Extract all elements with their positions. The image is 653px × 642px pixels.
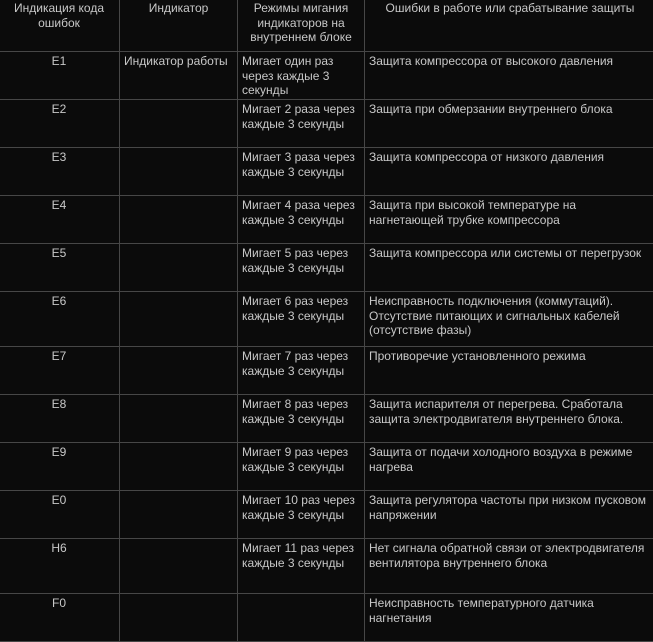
cell-mode: Мигает 10 раз через каждые 3 секунды bbox=[238, 491, 365, 539]
cell-description: Нет сигнала обратной связи от электродвигателя вентилятора внутреннего блока bbox=[365, 539, 653, 594]
cell-mode: Мигает 6 раз через каждые 3 секунды bbox=[238, 292, 365, 347]
table-row bbox=[0, 148, 653, 196]
cell-mode: Мигает 3 раза через каждые 3 секунды bbox=[238, 148, 365, 196]
cell-description: Защита при высокой температуре на нагнетающей трубке компрессора bbox=[365, 196, 653, 244]
cell-mode: Мигает 9 раз через каждые 3 секунды bbox=[238, 443, 365, 491]
cell-code: E1 bbox=[0, 52, 120, 100]
table-row bbox=[0, 347, 653, 395]
cell-code: E7 bbox=[0, 347, 120, 395]
cell-code: E4 bbox=[0, 196, 120, 244]
cell-mode: Мигает один раз через каждые 3 секунды bbox=[238, 52, 365, 100]
table-row bbox=[0, 395, 653, 443]
header-indicator: Индикатор bbox=[120, 0, 238, 52]
cell-indicator bbox=[120, 292, 238, 347]
header-mode: Режимы мигания индикаторов на внутреннем блоке bbox=[238, 0, 365, 52]
cell-indicator bbox=[120, 491, 238, 539]
cell-description: Защита регулятора частоты при низком пусковом напряжении bbox=[365, 491, 653, 539]
cell-description: Защита компрессора от низкого давления bbox=[365, 148, 653, 196]
cell-indicator: Индикатор работы bbox=[120, 52, 238, 100]
table-row bbox=[0, 539, 653, 594]
cell-mode: Мигает 7 раз через каждые 3 секунды bbox=[238, 347, 365, 395]
cell-description: Защита при обмерзании внутреннего блока bbox=[365, 100, 653, 148]
table-row bbox=[0, 594, 653, 642]
cell-indicator bbox=[120, 148, 238, 196]
cell-code: H6 bbox=[0, 539, 120, 594]
cell-indicator bbox=[120, 347, 238, 395]
cell-code: E6 bbox=[0, 292, 120, 347]
header-description: Ошибки в работе или срабатывание защиты bbox=[365, 0, 653, 52]
cell-code: E2 bbox=[0, 100, 120, 148]
cell-description: Неисправность подключения (коммутаций). Отсутствие питающих и сигнальных кабелей (отсутствие фазы) bbox=[365, 292, 653, 347]
table-row bbox=[0, 52, 653, 100]
cell-indicator bbox=[120, 244, 238, 292]
cell-description: Противоречие установленного режима bbox=[365, 347, 653, 395]
cell-code: E5 bbox=[0, 244, 120, 292]
cell-code: F0 bbox=[0, 594, 120, 642]
cell-mode: Мигает 11 раз через каждые 3 секунды bbox=[238, 539, 365, 594]
cell-mode: Мигает 2 раза через каждые 3 секунды bbox=[238, 100, 365, 148]
cell-indicator bbox=[120, 539, 238, 594]
table-row bbox=[0, 244, 653, 292]
table-header-row bbox=[0, 0, 653, 52]
cell-description: Защита от подачи холодного воздуха в режиме нагрева bbox=[365, 443, 653, 491]
table-row bbox=[0, 196, 653, 244]
cell-description: Защита компрессора от высокого давления bbox=[365, 52, 653, 100]
cell-code: E0 bbox=[0, 491, 120, 539]
header-code: Индикация кода ошибок bbox=[0, 0, 120, 52]
cell-mode: Мигает 4 раза через каждые 3 секунды bbox=[238, 196, 365, 244]
cell-description: Защита компрессора или системы от перегрузок bbox=[365, 244, 653, 292]
cell-mode: Мигает 5 раз через каждые 3 секунды bbox=[238, 244, 365, 292]
cell-description: Неисправность температурного датчика нагнетания bbox=[365, 594, 653, 642]
cell-mode: Мигает 8 раз через каждые 3 секунды bbox=[238, 395, 365, 443]
cell-code: E9 bbox=[0, 443, 120, 491]
cell-mode bbox=[238, 594, 365, 642]
cell-indicator bbox=[120, 100, 238, 148]
table-row bbox=[0, 292, 653, 347]
cell-indicator bbox=[120, 594, 238, 642]
cell-code: E3 bbox=[0, 148, 120, 196]
cell-indicator bbox=[120, 395, 238, 443]
cell-indicator bbox=[120, 196, 238, 244]
table-row bbox=[0, 443, 653, 491]
table-row bbox=[0, 491, 653, 539]
cell-description: Защита испарителя от перегрева. Сработала защита электродвигателя внутреннего блока. bbox=[365, 395, 653, 443]
cell-indicator bbox=[120, 443, 238, 491]
table-row bbox=[0, 100, 653, 148]
cell-code: E8 bbox=[0, 395, 120, 443]
table-body bbox=[0, 52, 653, 642]
